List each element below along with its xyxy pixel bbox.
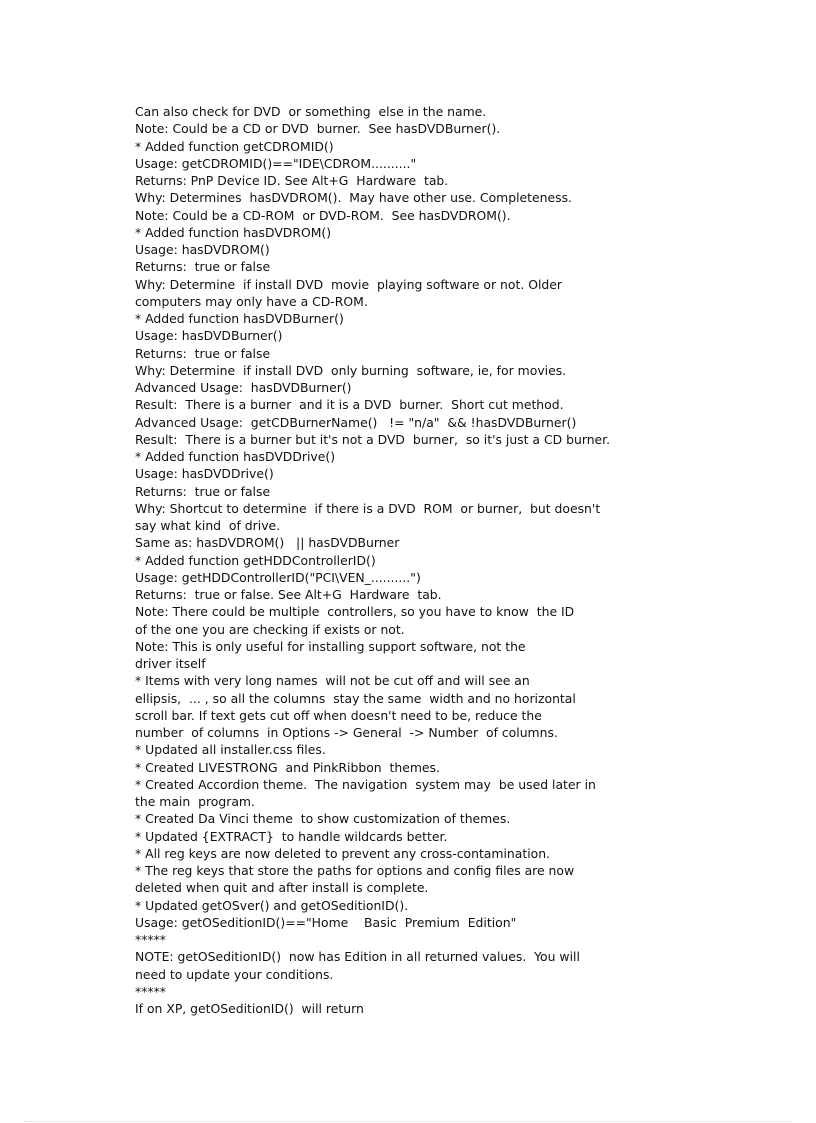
text-line: Returns: true or false — [135, 259, 271, 275]
text-line: Usage: hasDVDBurner() — [135, 328, 283, 344]
text-line: * Updated getOSver() and getOSeditionID(). — [135, 897, 409, 913]
text-line: * Updated all installer.css files. — [135, 742, 326, 758]
text-line: Usage: hasDVDDrive() — [135, 466, 274, 482]
text-line: * Updated {EXTRACT} to handle wildcards better. — [135, 828, 448, 844]
text-line: scroll bar. If text gets cut off when doesn't need to be, reduce the — [135, 707, 542, 723]
text-line: Advanced Usage: hasDVDBurner() — [135, 380, 352, 395]
text-line: Usage: hasDVDROM() — [135, 242, 270, 257]
page-bottom-divider — [24, 1121, 792, 1122]
document-text — [135, 103, 695, 1017]
text-line: the main program. — [135, 794, 255, 809]
text-line: computers may only have a CD-ROM. — [135, 293, 368, 309]
text-line: * Created Da Vinci theme to show customization of themes. — [135, 811, 511, 827]
text-line: say what kind of drive. — [135, 518, 281, 533]
text-line: Returns: true or false — [135, 483, 271, 499]
text-line: * Created LIVESTRONG and PinkRibbon themes. — [135, 759, 440, 775]
text-line: number of columns in Options -> General -> Number of columns. — [135, 725, 558, 740]
text-line: Why: Determine if install DVD movie playing software or not. Older — [135, 276, 562, 292]
text-line: Why: Shortcut to determine if there is a DVD ROM or burner, but doesn't — [135, 500, 601, 516]
text-line: ***** — [135, 932, 166, 947]
text-line: Note: Could be a CD-ROM or DVD-ROM. See hasDVDROM(). — [135, 207, 511, 223]
text-line: Why: Determines hasDVDROM(). May have other use. Completeness. — [135, 190, 572, 206]
text-line: need to update your conditions. — [135, 966, 334, 982]
text-line: * Created Accordion theme. The navigation system may be used later in — [135, 776, 596, 792]
text-line: driver itself — [135, 656, 206, 671]
text-line: Returns: PnP Device ID. See Alt+G Hardware tab. — [135, 173, 449, 188]
text-line: Returns: true or false. See Alt+G Hardware tab. — [135, 587, 442, 602]
text-line: * Added function getHDDControllerID() — [135, 552, 376, 568]
text-line: Note: This is only useful for installing support software, not the — [135, 638, 526, 654]
text-line: * Added function getCDROMID() — [135, 138, 334, 154]
text-line: Can also check for DVD or something else in the name. — [135, 104, 487, 119]
text-line: Result: There is a burner but it's not a DVD burner, so it's just a CD burner. — [135, 431, 611, 447]
text-line: * Added function hasDVDDrive() — [135, 449, 336, 464]
text-line: ***** — [135, 983, 166, 999]
text-line: Why: Determine if install DVD only burning software, ie, for movies. — [135, 362, 567, 378]
text-line: NOTE: getOSeditionID() now has Edition in all returned values. You will — [135, 949, 580, 965]
text-line: ellipsis, ... , so all the columns stay the same width and no horizontal — [135, 690, 576, 706]
text-line: Usage: getOSeditionID()=="Home Basic Premium Edition" — [135, 914, 517, 930]
text-line: If on XP, getOSeditionID() will return — [135, 1001, 364, 1016]
text-line: * Added function hasDVDBurner() — [135, 311, 344, 326]
text-line: * Items with very long names will not be cut off and will see an — [135, 673, 530, 689]
text-line: Usage: getHDDControllerID("PCI\VEN_..........") — [135, 569, 421, 585]
text-line: deleted when quit and after install is complete. — [135, 880, 429, 896]
text-line: Note: Could be a CD or DVD burner. See hasDVDBurner(). — [135, 121, 501, 137]
text-line: Returns: true or false — [135, 345, 271, 361]
text-line: * The reg keys that store the paths for options and config files are now — [135, 863, 575, 878]
text-line: Result: There is a burner and it is a DVD burner. Short cut method. — [135, 397, 564, 413]
text-line: Note: There could be multiple controllers, so you have to know the ID — [135, 604, 575, 620]
text-line: Same as: hasDVDROM() || hasDVDBurner — [135, 535, 400, 551]
text-line: of the one you are checking if exists or not. — [135, 621, 405, 637]
text-line: Usage: getCDROMID()=="IDE\CDROM.........." — [135, 155, 417, 171]
text-line: Advanced Usage: getCDBurnerName() != "n/a" && !hasDVDBurner() — [135, 414, 577, 430]
text-line: * All reg keys are now deleted to prevent any cross-contamination. — [135, 845, 551, 861]
text-line: * Added function hasDVDROM() — [135, 224, 332, 240]
